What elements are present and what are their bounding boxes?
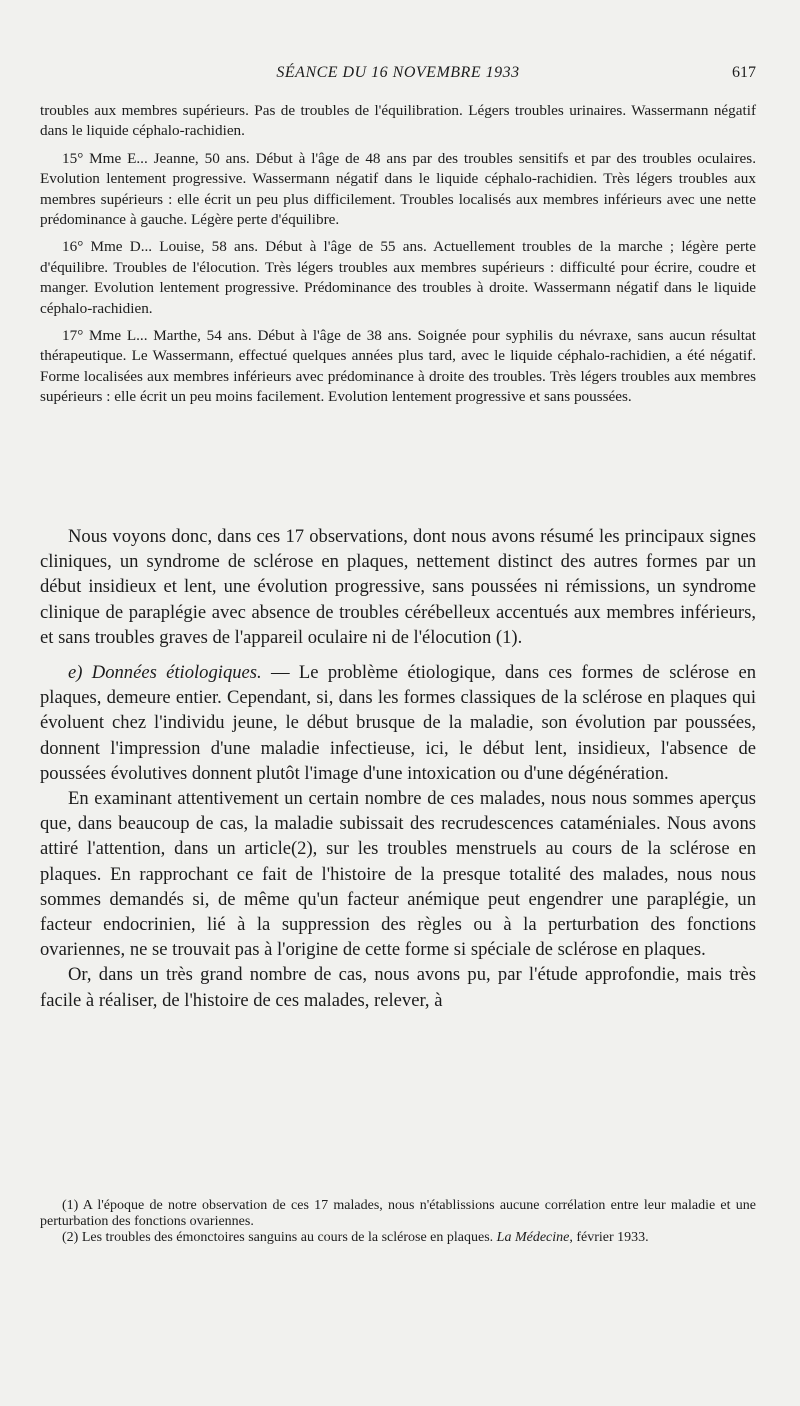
document-page bbox=[40, 0, 756, 1406]
paragraph-summary: Nous voyons donc, dans ces 17 observations, dont nous avons résumé les principaux signes cliniques, un syndrome de sclérose en plaques, nettement distinct des autres formes par un début insidieux et lent, une évolution progressive, sans poussées ni rémissions, un syndrome clinique de paraplégie avec absence de troubles cérébelleux accentués aux membres inférieurs, et sans troubles graves de l'appareil oculaire ni de l'élocution (1). bbox=[40, 526, 756, 648]
paragraph-etiology-text: — Le problème étiologique, dans ces formes de sclérose en plaques, demeure entier. Cependant, si, dans les formes classiques de la sclérose en plaques qui évoluent chez l'individu jeune, le début brusque de la maladie, son évolution par poussées, donnent l'impression d'une maladie infectieuse, ici, le début lent, insidieux, l'absence de poussées évolutives donnent plutôt l'image d'une intoxication ou d'une dégénération. bbox=[40, 662, 757, 784]
main-text bbox=[40, 524, 756, 1013]
footnote-1: (1) A l'époque de notre observation de ces 17 malades, nous n'établissions aucune corrélation entre leur maladie et une perturbation des fonctions ovariennes. bbox=[40, 1198, 756, 1229]
observation-15: 15° Mme E... Jeanne, 50 ans. Début à l'âge de 48 ans par des troubles sensitifs et par des troubles oculaires. Evolution lentement progressive. Wassermann négatif dans le liquide céphalo-rachidien. Très légers troubles aux membres supérieurs : elle écrit un peu plus difficilement. Troubles localisés aux membres inférieurs avec une nette prédominance à gauche. Légère perte d'équilibre. bbox=[40, 149, 756, 229]
observation-16: 16° Mme D... Louise, 58 ans. Début à l'âge de 55 ans. Actuellement troubles de la marche ; légère perte d'équilibre. Troubles de l'élocution. Très légers troubles aux membres supérieurs : difficulté pour écrire, coudre et manger. Evolution lentement progressive. Prédominance des troubles à droite. Wassermann négatif dans le liquide céphalo-rachidien. bbox=[40, 238, 756, 317]
paragraph-examination: En examinant attentivement un certain nombre de ces malades, nous nous sommes aperçus que, dans beaucoup de cas, la maladie subissait des recrudescences cataméniales. Nous avons attiré l'attention, dans un article(2), sur les troubles menstruels au cours de la sclérose en plaques. En rapprochant ce fait de l'histoire de la presque totalité des malades, nous nous sommes demandés si, de même qu'un facteur anémique peut engendrer une paraplégie, un facteur endocrinien, lié à la suppression des règles ou à la perturbation des fonctions ovariennes, ne se trouvait pas à l'origine de cette forme si spéciale de sclérose en plaques. bbox=[40, 788, 756, 961]
observations-block bbox=[40, 101, 756, 408]
footnotes bbox=[40, 1198, 756, 1246]
observation-continuation: troubles aux membres supérieurs. Pas de troubles de l'équilibration. Légers troubles urinaires. Wassermann négatif dans le liquide céphalo-rachidien. bbox=[40, 102, 756, 140]
paragraph-etiology bbox=[40, 660, 756, 786]
page-number: 617 bbox=[732, 64, 756, 81]
running-header bbox=[40, 64, 756, 86]
footnote-2-date: , février 1933. bbox=[569, 1230, 649, 1245]
observation-17: 17° Mme L... Marthe, 54 ans. Début à l'âge de 38 ans. Soignée pour syphilis du névraxe, sans aucun résultat thérapeutique. Le Wassermann, effectué quelques années plus tard, avec le liquide céphalo-rachidien, a été négatif. Forme localisées aux membres inférieurs avec prédominance à droite des troubles. Très légers troubles aux membres supérieurs : elle écrit un peu moins facilement. Evolution lentement progressive et sans poussées. bbox=[40, 327, 756, 406]
footnote-2 bbox=[40, 1230, 756, 1246]
header-title: SÉANCE DU 16 NOVEMBRE 1933 bbox=[276, 64, 520, 81]
footnote-2-text: (2) Les troubles des émonctoires sanguins au cours de la sclérose en plaques. bbox=[62, 1230, 497, 1245]
section-heading: e) Données étiologiques. bbox=[68, 662, 262, 684]
footnote-2-source: La Médecine bbox=[496, 1230, 570, 1245]
paragraph-conclusion: Or, dans un très grand nombre de cas, nous avons pu, par l'étude approfondie, mais très facile à réaliser, de l'histoire de ces malades, relever, à bbox=[40, 964, 756, 1011]
